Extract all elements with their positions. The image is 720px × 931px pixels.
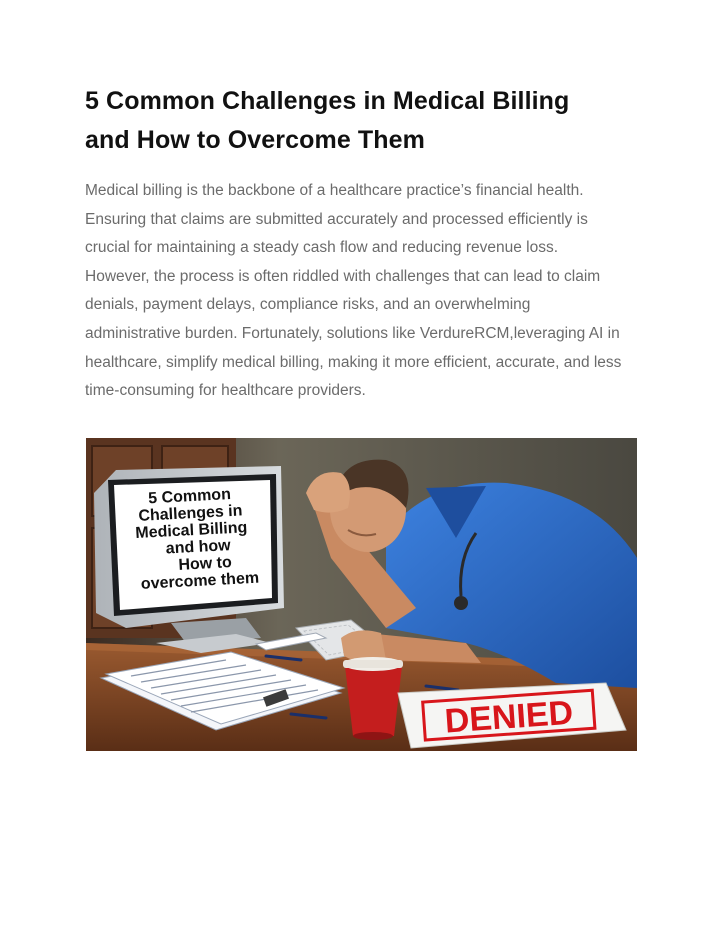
denied-stamp: DENIED — [443, 693, 575, 741]
monitor-line: How to — [178, 554, 233, 574]
intro-line: healthcare, simplify medical billing, making it more efficient, accurate, and less — [85, 353, 622, 371]
intro-line: administrative burden. Fortunately, solutions like VerdureRCM,leveraging AI in — [85, 324, 620, 342]
monitor-line: Medical Billing — [134, 519, 248, 543]
monitor-line: and how — [165, 537, 232, 558]
monitor-line: overcome them — [140, 569, 260, 593]
intro-line: Ensuring that claims are submitted accurately and processed efficiently is — [85, 210, 588, 228]
article-illustration — [86, 438, 637, 751]
intro-line: crucial for maintaining a steady cash flow and reducing revenue loss. — [85, 239, 559, 257]
illustration-svg — [86, 438, 637, 751]
intro-line: denials, payment delays, compliance risks, and an overwhelming — [85, 296, 531, 314]
cup-lid-rim — [343, 660, 403, 668]
intro-line: time-consuming for healthcare providers. — [85, 382, 366, 400]
monitor-line: Challenges in — [138, 502, 243, 525]
article-title-line-2: and How to Overcome Them — [85, 126, 425, 154]
article-title-line-1: 5 Common Challenges in Medical Billing — [85, 87, 570, 115]
article-title — [85, 82, 645, 160]
intro-line: However, the process is often riddled with challenges that can lead to claim — [85, 267, 601, 285]
stethoscope-chestpiece — [454, 596, 468, 610]
cup-bottom — [353, 732, 393, 740]
intro-line: Medical billing is the backbone of a healthcare practice’s financial health. — [85, 182, 584, 199]
cup-body — [345, 666, 402, 736]
intro-paragraph — [85, 177, 645, 406]
monitor-line: 5 Common — [147, 486, 232, 508]
